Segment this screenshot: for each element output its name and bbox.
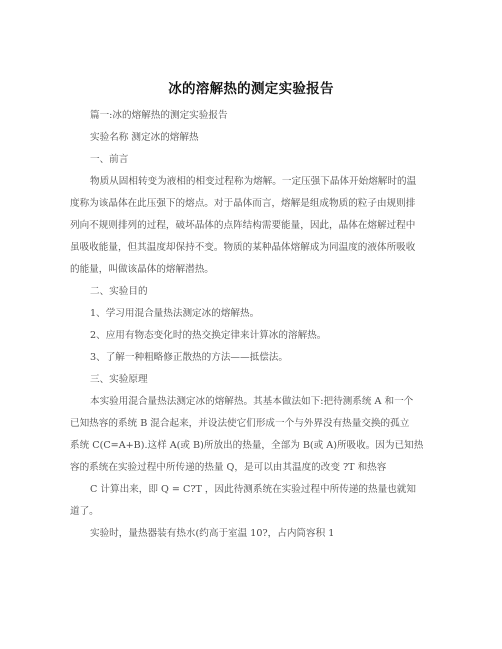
heading-preface: 一、前言 — [90, 154, 129, 165]
paragraph-line: 本实验用混合量热法测定冰的熔解热。其基本做法如下:把待测系统 A 和一个 — [90, 396, 414, 407]
paragraph-line: 实验时，量热器装有热水(约高于室温 10?，占内筒容积 1 — [90, 528, 335, 539]
paragraph-line: C 计算出来，即 Q = C?T ，因此待测系统在实验过程中所传递的热量也就知 — [90, 484, 416, 495]
paragraph-line: 已知热容的系统 B 混合起来，并设法使它们形成一个与外界没有热量交换的孤立 — [70, 418, 410, 429]
paragraph-line: 容的系统在实验过程中所传递的热量 Q，是可以由其温度的改变 ?T 和热容 — [70, 462, 387, 473]
list-item: 2、应用有物态变化时的热交换定律来计算冰的溶解热。 — [90, 330, 327, 341]
paragraph-line: 系统 C(C=A+B).这样 A(或 B)所放出的热量，全部为 B(或 A)所吸收。因为已知热 — [70, 440, 424, 451]
experiment-name-line: 实验名称 测定冰的熔解热 — [90, 132, 199, 143]
list-item: 3、了解一种粗略修正散热的方法——抵偿法。 — [90, 352, 288, 363]
paragraph-line: 物质从固相转变为液相的相变过程称为熔解。一定压强下晶体开始熔解时的温 — [90, 176, 417, 187]
paragraph-line: 道了。 — [70, 506, 99, 517]
paragraph-line: 虽吸收能量，但其温度却保持不变。物质的某种晶体熔解成为同温度的液体所吸收 — [70, 242, 416, 253]
paragraph-line: 列向不规则排列的过程，破坏晶体的点阵结构需要能量，因此，晶体在熔解过程中 — [70, 220, 416, 231]
list-item: 1、学习用混合量热法测定冰的熔解热。 — [90, 308, 260, 319]
heading-principle: 三、实验原理 — [90, 374, 148, 385]
paragraph-line: 的能量，叫做该晶体的熔解潜热。 — [70, 264, 214, 275]
section-title-line: 篇一:冰的熔解热的测定实验报告 — [90, 110, 228, 121]
paragraph-line: 度称为该晶体在此压强下的熔点。对于晶体而言，熔解是组成物质的粒子由规则排 — [70, 198, 416, 209]
document-title: 冰的溶解热的测定实验报告 — [168, 81, 334, 97]
heading-purpose: 二、实验目的 — [90, 286, 148, 297]
